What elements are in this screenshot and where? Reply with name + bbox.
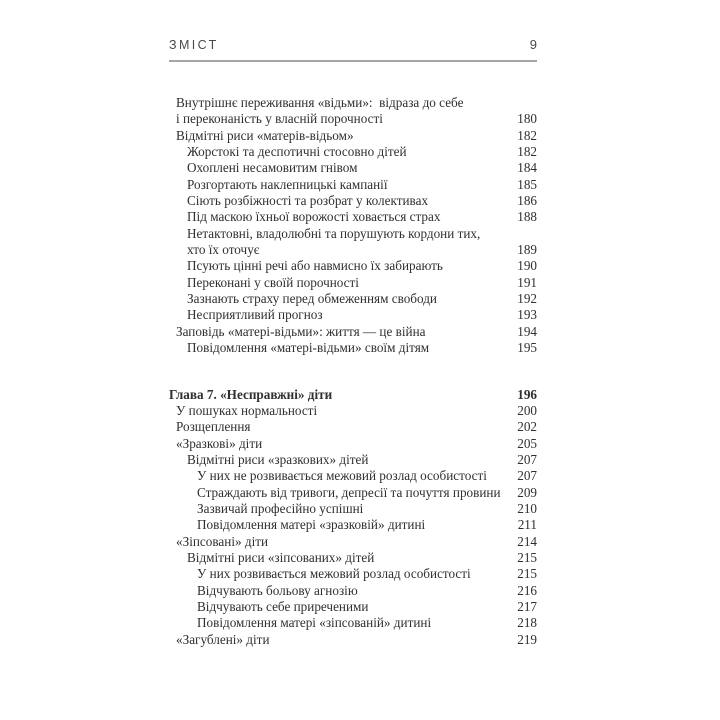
toc-entry-row	[169, 566, 537, 582]
toc-entry-title: і переконаність у власній порочності	[176, 111, 383, 127]
toc-entry-title: Зазнають страху перед обмеженням свободи	[187, 291, 437, 307]
toc-entry-title: Жорстокі та деспотичні стосовно дітей	[187, 144, 407, 160]
toc-chapter-row	[169, 387, 537, 403]
toc-entry-page: 189	[517, 242, 537, 258]
toc-entry-row	[169, 599, 537, 615]
table-of-contents	[169, 95, 537, 648]
toc-entry-page: 193	[517, 307, 537, 323]
toc-entry-page: 210	[517, 500, 537, 516]
page-number: 9	[529, 37, 537, 52]
toc-entry-title: Повідомлення матері «зіпсованій» дитині	[197, 615, 432, 631]
toc-entry-title: Розгортають наклепницькі кампанії	[187, 176, 388, 192]
toc-entry-page: 182	[517, 144, 537, 160]
toc-entry-page: 207	[517, 468, 537, 484]
toc-entry-row	[169, 615, 537, 631]
toc-entry-page: 216	[517, 582, 537, 598]
toc-entry-page: 209	[517, 484, 537, 500]
toc-entry-page: 211	[517, 517, 537, 533]
toc-entry-title: Розщеплення	[176, 419, 251, 435]
toc-entry-row	[169, 501, 537, 517]
toc-entry-title: хто їх оточує	[187, 242, 260, 258]
toc-entry-page: 217	[517, 598, 537, 614]
toc-entry-title: У них розвивається межовий розлад особистості	[197, 566, 471, 582]
toc-entry-row	[169, 209, 537, 225]
toc-entry-page: 215	[517, 549, 537, 565]
toc-entry-title: Відчувають себе приреченими	[197, 598, 369, 614]
toc-entry-title: Сіють розбіжності та розбрат у колективах	[187, 193, 429, 209]
toc-entry-row	[169, 160, 537, 176]
toc-entry-title: Заповідь «матері-відьми»: життя — це війна	[176, 323, 426, 339]
toc-entry-row	[169, 226, 537, 242]
toc-entry-row	[169, 111, 537, 127]
toc-entry-page: 200	[517, 402, 537, 418]
toc-entry-page: 196	[517, 386, 537, 402]
toc-entry-page: 185	[517, 176, 537, 192]
toc-entry-row	[169, 485, 537, 501]
toc-entry-page: 191	[517, 274, 537, 290]
toc-entry-title: У пошуках нормальності	[176, 402, 318, 418]
toc-entry-page: 194	[517, 323, 537, 339]
toc-entry-page: 186	[517, 193, 537, 209]
toc-entry-title: Відчувають больову агнозію	[197, 582, 358, 598]
toc-entry-page: 180	[517, 111, 537, 127]
toc-entry-row	[169, 275, 537, 291]
toc-entry-page: 215	[517, 566, 537, 582]
toc-entry-title: Переконані у своїй порочності	[187, 274, 359, 290]
toc-entry-title: «Загублені» діти	[176, 631, 270, 647]
toc-entry-title: У них не розвивається межовий розлад особистості	[197, 468, 487, 484]
toc-section-chapter7	[169, 387, 537, 649]
toc-entry-page: 202	[517, 419, 537, 435]
toc-entry-row	[169, 144, 537, 160]
toc-section-chapter6	[169, 95, 537, 357]
toc-entry-page: 192	[517, 291, 537, 307]
toc-entry-page: 184	[517, 160, 537, 176]
toc-entry-page: 190	[517, 258, 537, 274]
toc-entry-title: Повідомлення «матері-відьми» своїм дітям	[187, 340, 430, 356]
toc-entry-title: Відмітні риси «зіпсованих» дітей	[187, 549, 375, 565]
toc-entry-title: Охоплені несамовитим гнівом	[187, 160, 358, 176]
toc-entry-title: Внутрішнє переживання «відьми»: відраза до себе	[176, 95, 464, 110]
toc-entry-title: Відмітні риси «матерів-відьом»	[176, 127, 354, 143]
toc-entry-title: Повідомлення матері «зразковій» дитині	[197, 517, 426, 533]
toc-entry-row	[169, 550, 537, 566]
page-title: ЗМІСТ	[169, 38, 219, 52]
running-header	[169, 37, 537, 52]
toc-entry-row	[169, 340, 537, 356]
toc-entry-row	[169, 324, 537, 340]
toc-entry-row	[169, 403, 537, 419]
toc-entry-title: Несприятливий прогноз	[187, 307, 323, 323]
toc-entry-row	[169, 419, 537, 435]
toc-entry-row	[169, 468, 537, 484]
toc-entry-title: «Зразкові» діти	[176, 435, 263, 451]
toc-entry-row	[169, 291, 537, 307]
toc-entry-row	[169, 95, 537, 111]
toc-entry-row	[169, 632, 537, 648]
toc-entry-title: Псують цінні речі або навмисно їх забирають	[187, 258, 443, 274]
toc-entry-row	[169, 177, 537, 193]
toc-entry-row	[169, 258, 537, 274]
toc-entry-page: 219	[517, 631, 537, 647]
toc-entry-page: 207	[517, 451, 537, 467]
toc-entry-page: 214	[517, 533, 537, 549]
toc-entry-page: 218	[517, 615, 537, 631]
toc-entry-title: Страждають від тривоги, депресії та почуття провини	[197, 484, 501, 500]
header-rule	[169, 60, 537, 62]
toc-entry-row	[169, 517, 537, 533]
toc-entry-row	[169, 534, 537, 550]
toc-entry-row	[169, 193, 537, 209]
toc-entry-page: 195	[517, 340, 537, 356]
toc-entry-title: Глава 7. «Несправжні» діти	[169, 386, 333, 402]
toc-entry-page: 182	[517, 127, 537, 143]
toc-entry-row	[169, 583, 537, 599]
toc-entry-title: Нетактовні, владолюбні та порушують кордони тих,	[187, 225, 481, 241]
toc-entry-title: «Зіпсовані» діти	[176, 533, 269, 549]
toc-entry-title: Зазвичай професійно успішні	[197, 500, 364, 516]
toc-entry-page: 205	[517, 435, 537, 451]
toc-entry-row	[169, 128, 537, 144]
toc-entry-row	[169, 452, 537, 468]
toc-entry-title: Відмітні риси «зразкових» дітей	[187, 451, 369, 467]
toc-entry-row	[169, 307, 537, 323]
toc-entry-title: Під маскою їхньої ворожості ховається страх	[187, 209, 441, 225]
toc-entry-row	[169, 242, 537, 258]
toc-entry-row	[169, 436, 537, 452]
toc-entry-page: 188	[517, 209, 537, 225]
